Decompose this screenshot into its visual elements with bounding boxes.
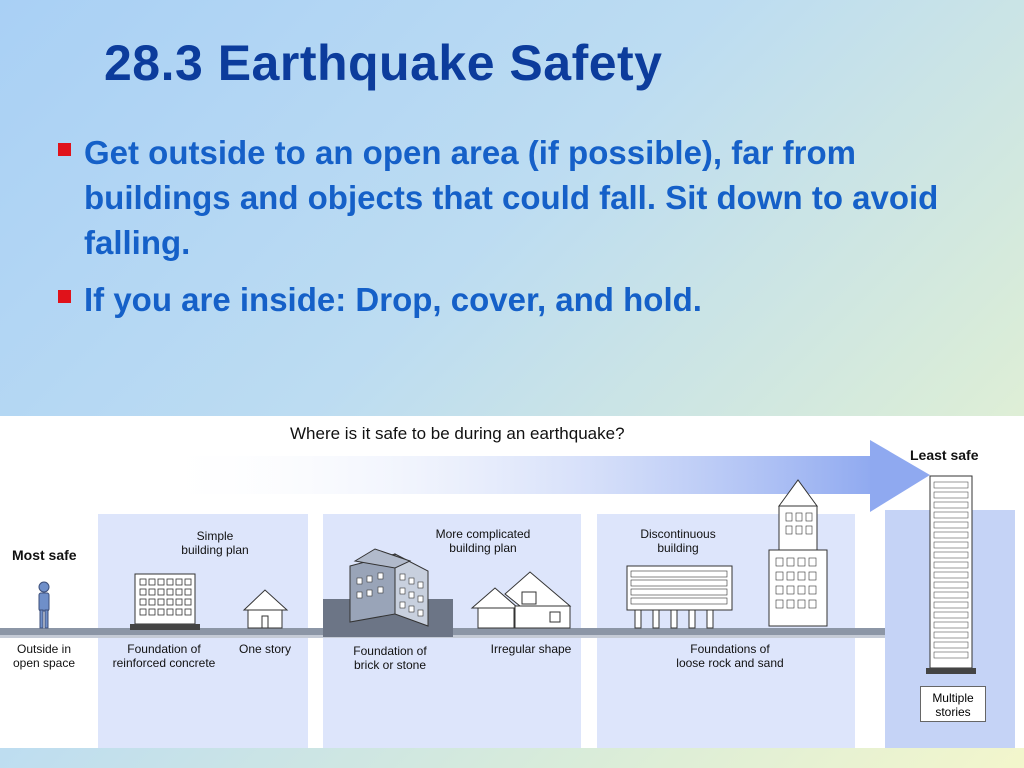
one-story-label: One story [238,642,292,656]
brick-stone-label: Foundation of brick or stone [353,644,427,672]
reinforced-building-icon [130,574,200,630]
tall-tower-icon [769,480,827,626]
figure-title: Where is it safe to be during an earthquake? [290,424,625,443]
skyscraper-icon [926,476,976,674]
discontinuous-label: Discontinuous building [640,527,716,555]
reinforced-label: Foundation of reinforced concrete [112,642,216,670]
complicated-plan-label: More complicated building plan [435,527,531,555]
least-safe-label: Least safe [910,447,979,463]
loose-rock-label: Foundations of loose rock and sand [676,642,784,670]
person-icon [39,582,49,628]
figure-illustration [0,416,1024,748]
bullet-text: If you are inside: Drop, cover, and hold. [84,281,702,318]
slide-title: 28.3 Earthquake Safety [104,35,663,91]
irregular-label: Irregular shape [490,642,572,656]
bullet-list [58,130,978,334]
outside-label: Outside in open space [12,642,76,670]
bullet-item [58,130,978,265]
square-bullet-icon [58,290,71,303]
square-bullet-icon [58,143,71,156]
bullet-item [58,277,978,322]
earthquake-safety-figure [0,416,1024,748]
multiple-stories-label: Multiple stories [920,686,986,722]
most-safe-label: Most safe [12,547,77,563]
bullet-text: Get outside to an open area (if possible), far from buildings and objects that could fall. Sit down to avoid falling. [84,134,939,261]
simple-plan-label: Simple building plan [181,529,249,557]
